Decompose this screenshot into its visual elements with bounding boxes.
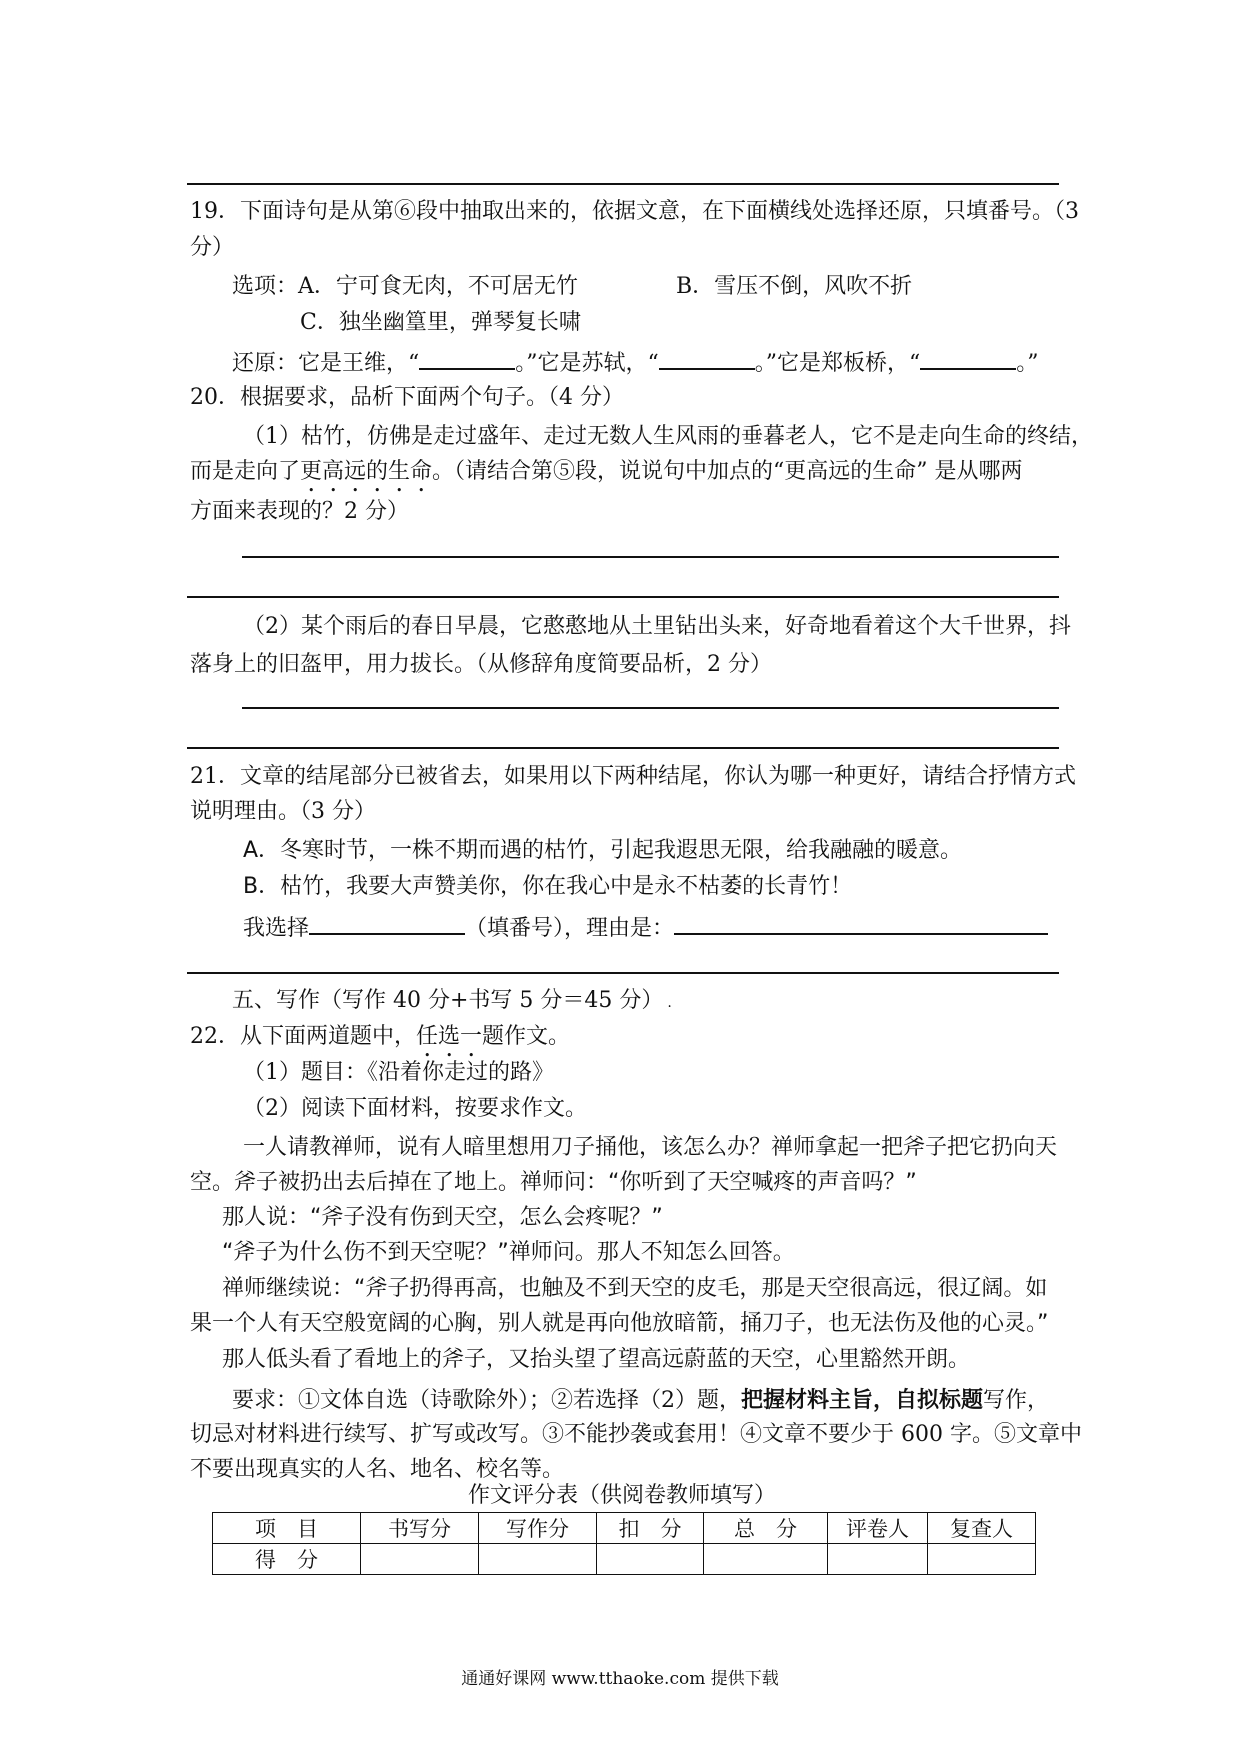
footer-source: 通通好课网 www.tthaoke.com 提供下载 [461,1669,779,1689]
q22-material-6: 果一个人有天空般宽阔的心胸，别人就是再向他放暗箭，捅刀子，也无法伤及他的心灵。” [190,1311,1049,1336]
q22-req-a: 要求：①文体自选（诗歌除外）；②若选择（2）题， [232,1388,741,1413]
q20-s1-line2 [190,457,1023,497]
score-table [212,1512,1036,1575]
score-cell-writing-hand[interactable] [361,1544,479,1575]
q19-restore-3: 。”它是郑板桥，“ [754,351,921,376]
q22-topic-2: （2）阅读下面材料，按要求作文。 [243,1096,587,1121]
q19-stem-cont: 分） [190,235,235,260]
q19-restore-2: 。”它是苏轼，“ [515,351,659,376]
q20-s1-dotted-phrase: 更高远的生命 [300,459,433,484]
q22-requirement-line3: 不要出现真实的人名、地名、校名等。 [190,1457,565,1482]
score-header-item: 项 目 [213,1513,361,1544]
q22-req-b: 写作， [983,1388,1050,1413]
score-cell-deduction[interactable] [597,1544,704,1575]
q19-restore-4: 。” [1016,351,1039,376]
q20-s1-line2b: 。（请结合第⑤段，说说句中加点的“更高远的生命” 是从哪两 [432,459,1023,484]
score-header-deduction: 扣 分 [597,1513,704,1544]
q22-material-1: 一人请教禅师，说有人暗里想用刀子捅他，该怎么办？禅师拿起一把斧子把它扔向天 [243,1135,1058,1160]
q21-reason-blank[interactable] [674,911,1048,935]
score-table-caption: 作文评分表（供阅卷教师填写） [468,1483,777,1508]
q22-material-7: 那人低头看了看地上的斧子，又抬头望了望高远蔚蓝的天空，心里豁然开朗。 [222,1347,971,1372]
score-cell-composition[interactable] [479,1544,597,1575]
top-rule [187,183,1059,185]
q19-blank-2[interactable] [659,346,755,370]
score-header-grader: 评卷人 [828,1513,928,1544]
score-table-score-row [213,1544,1036,1575]
q22-stem-row [190,1022,570,1062]
q19-option-a: A．宁可食无肉，不可居无竹 [298,274,578,299]
q22-requirement-line1 [232,1385,1049,1416]
q19-options-prefix: 选项： [232,274,299,299]
q22-requirement-line2: 切忌对材料进行续写、扩写或改写。③不能抄袭或套用！④文章不要少于 600 字。⑤文章中 [190,1422,1082,1447]
score-header-writing-hand: 书写分 [361,1513,479,1544]
score-table-header-row [213,1513,1036,1544]
q20-stem: 20．根据要求，品析下面两个句子。（4 分） [190,385,624,410]
q19-options-row [232,272,578,302]
q20-s1-line1: （1）枯竹，仿佛是走过盛年、走过无数人生风雨的垂暮老人，它不是走向生命的终结， [243,424,1093,449]
q22-material-3: 那人说：“斧子没有伤到天空，怎么会疼呢？” [222,1205,663,1230]
section5-title-row [232,986,672,1018]
q22-stem-dotted: 任选一 [416,1024,483,1049]
q21-choose-row [243,911,1048,944]
q20-answer-line-2[interactable] [187,596,1059,598]
section5-tail: . [667,995,672,1011]
q19-restore-1: 还原：它是王维，“ [232,351,420,376]
score-header-reviewer: 复查人 [928,1513,1036,1544]
q20-answer-line-1[interactable] [242,556,1059,558]
q22-stem-a: 22．从下面两道题中， [190,1024,416,1049]
section5-title: 五、写作（写作 40 分+书写 5 分＝45 分） [232,988,664,1013]
q22-material-2: 空。斧子被扔出去后掉在了地上。禅师问：“你听到了天空喊疼的声音吗？” [190,1170,917,1195]
q19-blank-3[interactable] [920,346,1016,370]
score-cell-grader[interactable] [828,1544,928,1575]
q22-topic-1: （1）题目：《沿着你走过的路》 [243,1060,554,1085]
q20-answer-line-4[interactable] [187,747,1059,749]
score-header-composition: 写作分 [479,1513,597,1544]
score-header-total: 总 分 [704,1513,828,1544]
score-row-label: 得 分 [213,1544,361,1575]
q19-option-c: C．独坐幽篁里，弹琴复长啸 [300,310,581,335]
q20-s1-line3: 方面来表现的？2 分） [190,499,409,524]
q21-option-a: A．冬寒时节，一株不期而遇的枯竹，引起我遐思无限，给我融融的暖意。 [243,838,963,863]
q20-s2-line1: （2）某个雨后的春日早晨，它憨憨地从土里钻出头来，好奇地看着这个大千世界，抖 [243,614,1071,639]
q20-answer-line-3[interactable] [242,707,1059,709]
score-cell-total[interactable] [704,1544,828,1575]
q21-fill-label: （填番号），理由是： [465,916,675,941]
q19-stem: 19．下面诗句是从第⑥段中抽取出来的，依据文意，在下面横线处选择还原，只填番号。（3 [190,199,1079,224]
q19-option-b: B．雪压不倒，风吹不折 [676,274,913,299]
q21-option-b: B．枯竹，我要大声赞美你，你在我心中是永不枯萎的长青竹！ [243,874,853,899]
q21-choose-label: 我选择 [243,916,310,941]
q22-stem-b: 题作文。 [482,1024,571,1049]
q20-s2-line2: 落身上的旧盔甲，用力拔长。（从修辞角度简要品析，2 分） [190,652,772,677]
q19-restore-row [232,346,1039,379]
q19-blank-1[interactable] [419,346,515,370]
q21-choice-blank[interactable] [309,911,465,935]
q22-req-bold: 把握材料主旨，自拟标题 [741,1387,984,1413]
q21-stem-line2: 说明理由。（3 分） [190,799,376,824]
q20-s1-line2a: 而是走向了 [190,459,301,484]
q21-answer-line[interactable] [187,972,1059,974]
q22-material-4: “斧子为什么伤不到天空呢？”禅师问。那人不知怎么回答。 [222,1240,795,1265]
q22-material-5: 禅师继续说：“斧子扔得再高，也触及不到天空的皮毛，那是天空很高远，很辽阔。如 [222,1276,1048,1301]
q21-stem-line1: 21．文章的结尾部分已被省去，如果用以下两种结尾，你认为哪一种更好，请结合抒情方式 [190,764,1076,789]
score-cell-reviewer[interactable] [928,1544,1036,1575]
